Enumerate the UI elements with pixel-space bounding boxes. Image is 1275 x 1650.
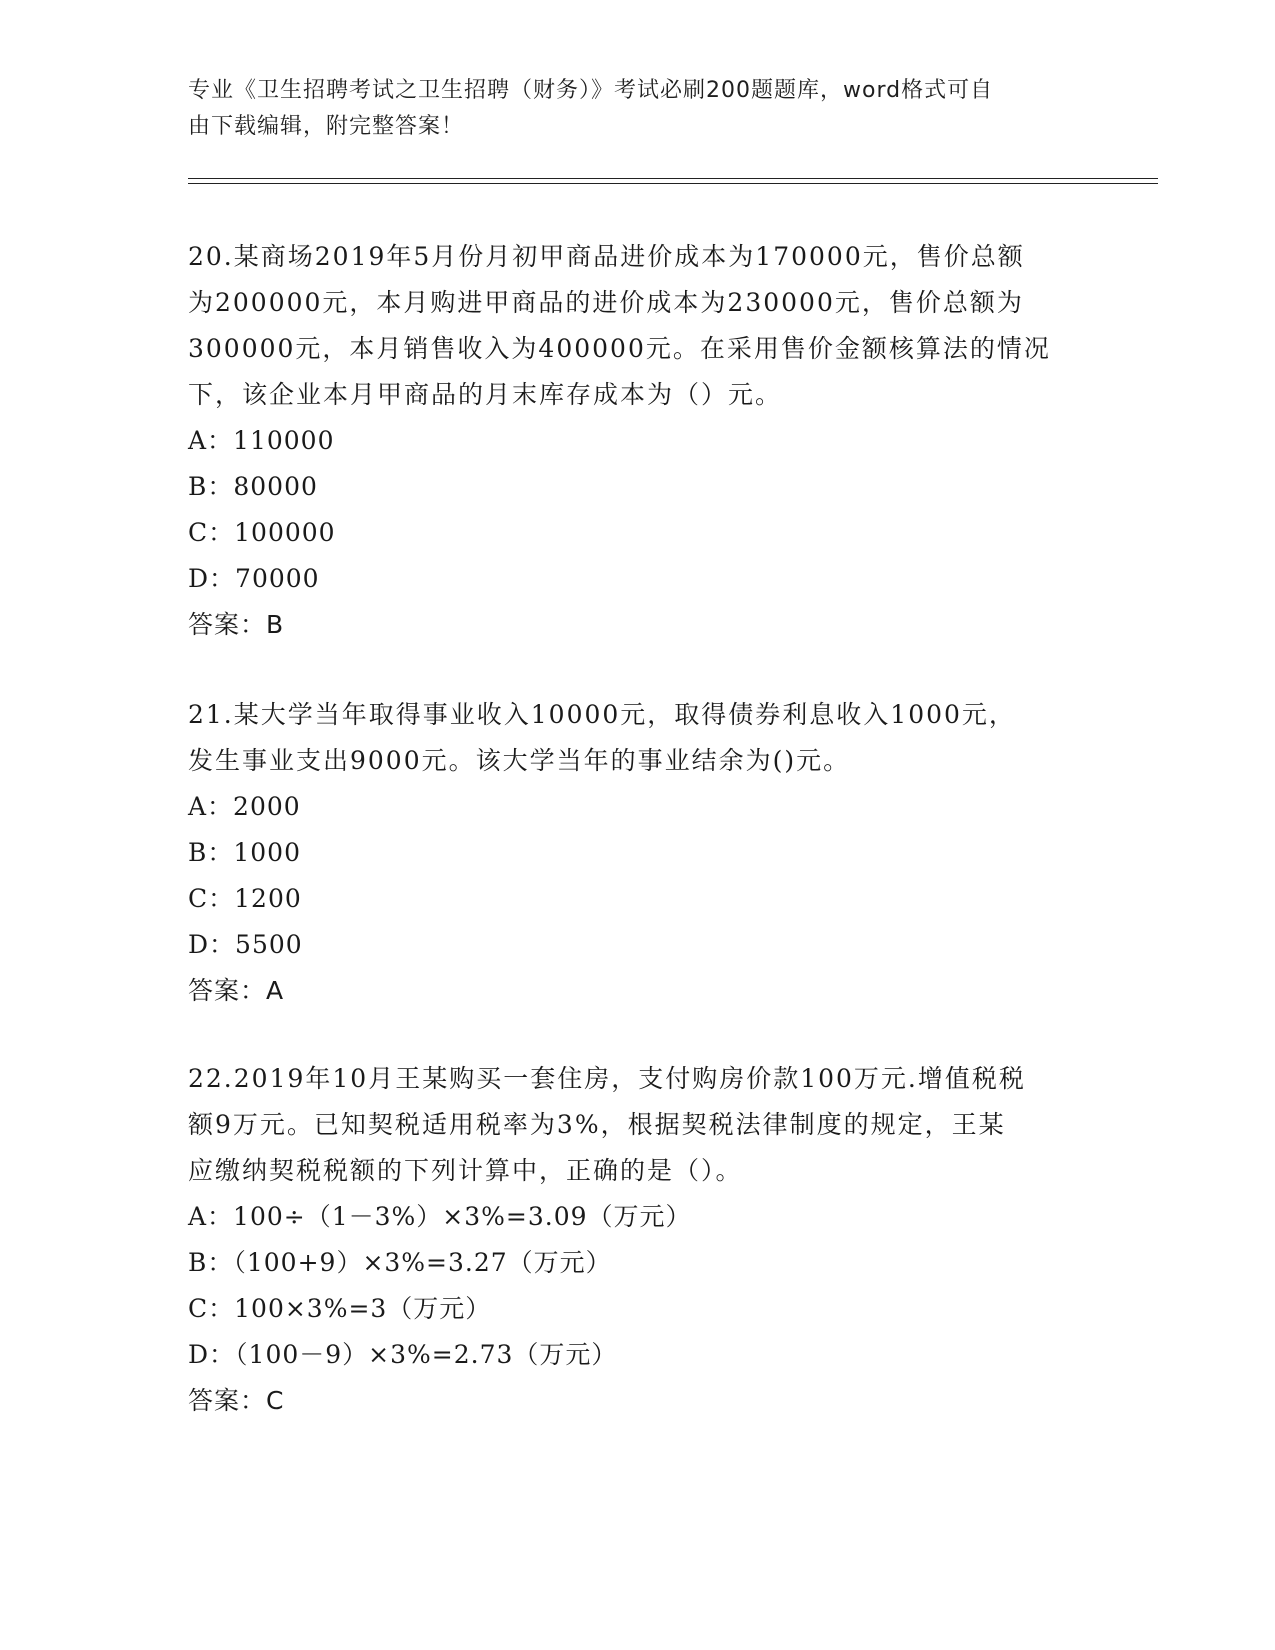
question-text-line: 300000元，本月销售收入为400000元。在采用售价金额核算法的情况 [188, 334, 1051, 363]
option-a: A：2000 [188, 792, 301, 821]
answer-label: 答案：B [188, 610, 285, 639]
question-text-line: 额9万元。已知契税适用税率为3%，根据契税法律制度的规定，王某 [188, 1110, 1006, 1139]
question-21 [188, 692, 1088, 1014]
option-d: D：5500 [188, 930, 303, 959]
option-c: C：100000 [188, 518, 336, 547]
question-text-line: 22.2019年10月王某购买一套住房，支付购房价款100万元.增值税税 [188, 1064, 1026, 1093]
header-line-1: 专业《卫生招聘考试之卫生招聘（财务）》考试必刷200题题库，word格式可自 [188, 78, 994, 103]
header-divider-top [188, 178, 1158, 179]
question-22 [188, 1056, 1088, 1424]
question-text-line: 为200000元，本月购进甲商品的进价成本为230000元，售价总额为 [188, 288, 1024, 317]
option-a: A：100÷（1－3%）×3%=3.09（万元） [188, 1202, 692, 1231]
option-d: D：（100－9）×3%=2.73（万元） [188, 1340, 618, 1369]
document-header [188, 73, 1068, 145]
option-c: C：1200 [188, 884, 302, 913]
question-text-line: 发生事业支出9000元。该大学当年的事业结余为()元。 [188, 746, 851, 775]
option-a: A：110000 [188, 426, 335, 455]
answer-label: 答案：A [188, 976, 285, 1005]
option-b: B：80000 [188, 472, 318, 501]
option-d: D：70000 [188, 564, 320, 593]
option-c: C：100×3%=3（万元） [188, 1294, 492, 1323]
header-line-2: 由下载编辑，附完整答案！ [188, 114, 465, 139]
question-text-line: 应缴纳契税税额的下列计算中，正确的是（）。 [188, 1156, 743, 1185]
question-text-line: 21.某大学当年取得事业收入10000元，取得债券利息收入1000元， [188, 700, 1016, 729]
option-b: B：1000 [188, 838, 301, 867]
header-divider-bottom [188, 183, 1158, 184]
question-text-line: 20.某商场2019年5月份月初甲商品进价成本为170000元，售价总额 [188, 242, 1025, 271]
question-text-line: 下，该企业本月甲商品的月末库存成本为（）元。 [188, 380, 783, 409]
question-20 [188, 234, 1088, 648]
answer-label: 答案：C [188, 1386, 285, 1415]
option-b: B：（100+9）×3%=3.27（万元） [188, 1248, 612, 1277]
